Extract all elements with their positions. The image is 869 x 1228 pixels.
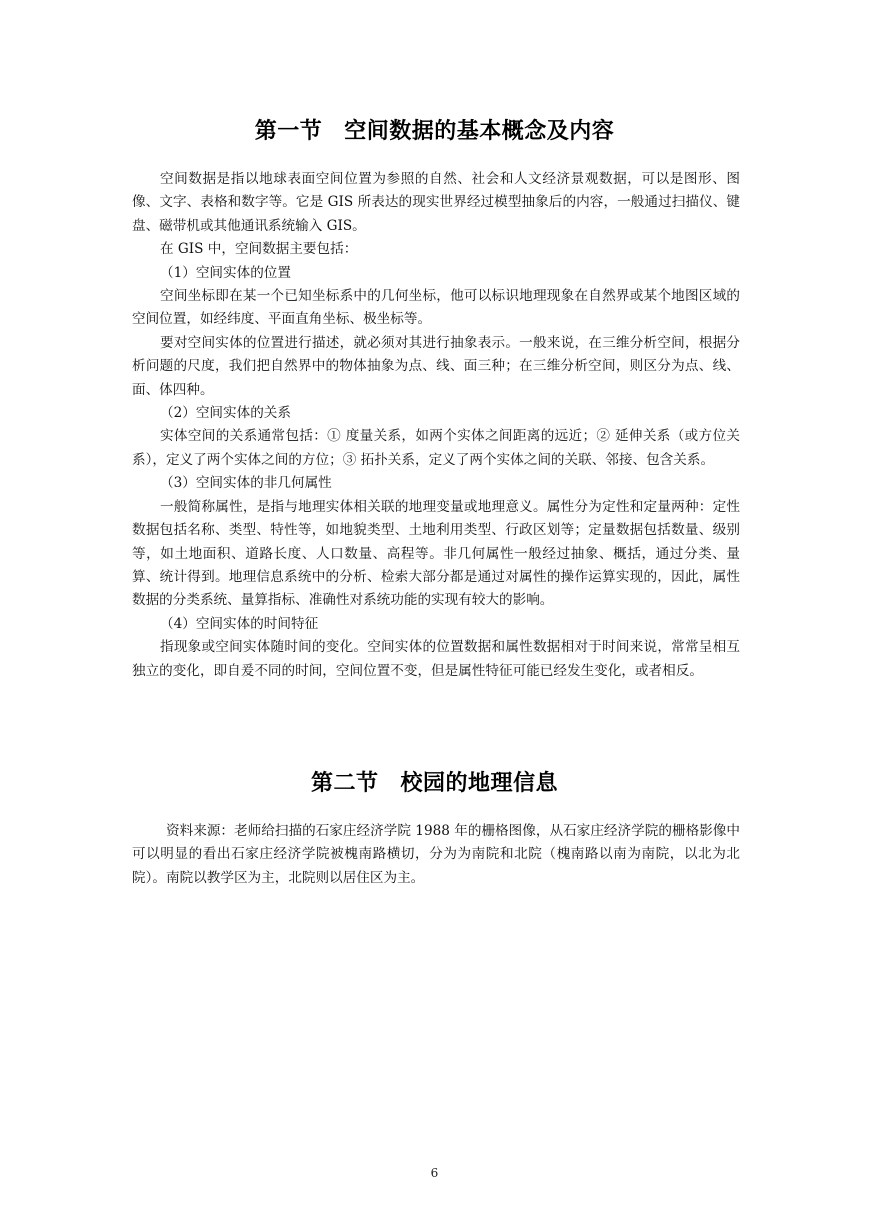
- section1-title: [0, 114, 869, 145]
- section2-title-text: 校园的地理信息: [400, 771, 559, 796]
- paragraph: 资料来源：老师给扫描的石家庄经济学院 1988 年的栅格图像，从石家庄经济学院的栅格影像中可以明显的看出石家庄经济学院被槐南路横切，分为为南院和北院（槐南路以南为南院，以北为北院）。南院以教学区为主，北院则以居住区为主。: [132, 823, 740, 886]
- section1-title-number: 第一节: [254, 119, 323, 144]
- section2-title-number: 第二节: [310, 771, 379, 796]
- subheading: （3）空间实体的非几何属性: [160, 475, 332, 492]
- paragraph: 指现象或空间实体随时间的变化。空间实体的位置数据和属性数据相对于时间来说，常常呈相互独立的变化，即自爰不同的时间，空间位置不变，但是属性特征可能已经发生变化，或者相反。: [132, 639, 740, 679]
- section1-title-text: 空间数据的基本概念及内容: [344, 119, 615, 144]
- paragraph: 在 GIS 中，空间数据主要包括：: [160, 241, 358, 258]
- paragraph: 实体空间的关系通常包括：① 度量关系，如两个实体之间距离的远近；② 延伸关系（或方位关系），定义了两个实体之间的方位；③ 拓扑关系，定义了两个实体之间的关联、邻接、包含关系。: [132, 428, 740, 468]
- paragraph: 一般简称属性，是指与地理实体相关联的地理变量或地理意义。属性分为定性和定量两种：定性数据包括名称、类型、特性等，如地貌类型、土地利用类型、行政区划等；定量数据包括数量、级别等，如土地面积、道路长度、人口数量、高程等。非几何属性一般经过抽象、概括，通过分类、量算、统计得到。地理信息系统中的分析、检索大部分都是通过对属性的操作运算实现的，因此，属性数据的分类系统、量算指标、准确性对系统功能的实现有较大的影响。: [132, 498, 740, 609]
- paragraph: 空间数据是指以地球表面空间位置为参照的自然、社会和人文经济景观数据，可以是图形、图像、文字、表格和数字等。它是 GIS 所表达的现实世界经过模型抽象后的内容，一般通过扫描仪、键盘、磁带机或其他通讯系统输入 GIS。: [132, 171, 740, 234]
- section1-body: [132, 168, 740, 683]
- paragraph: 要对空间实体的位置进行描述，就必须对其进行抽象表示。一般来说，在三维分析空间，根据分析问题的尺度，我们把自然界中的物体抽象为点、线、面三种；在三维分析空间，则区分为点、线、面、体四种。: [132, 334, 740, 398]
- subheading: （2）空间实体的关系: [160, 405, 291, 422]
- subheading: （1）空间实体的位置: [160, 264, 291, 281]
- paragraph: 空间坐标即在某一个已知坐标系中的几何坐标，他可以标识地理现象在自然界或某个地图区域的空间位置，如经纬度、平面直角坐标、极坐标等。: [132, 288, 740, 328]
- section2-title: [0, 766, 869, 797]
- page-number: 6: [430, 1166, 439, 1180]
- section2-body: [132, 820, 740, 890]
- subheading: （4）空间实体的时间特征: [160, 615, 319, 632]
